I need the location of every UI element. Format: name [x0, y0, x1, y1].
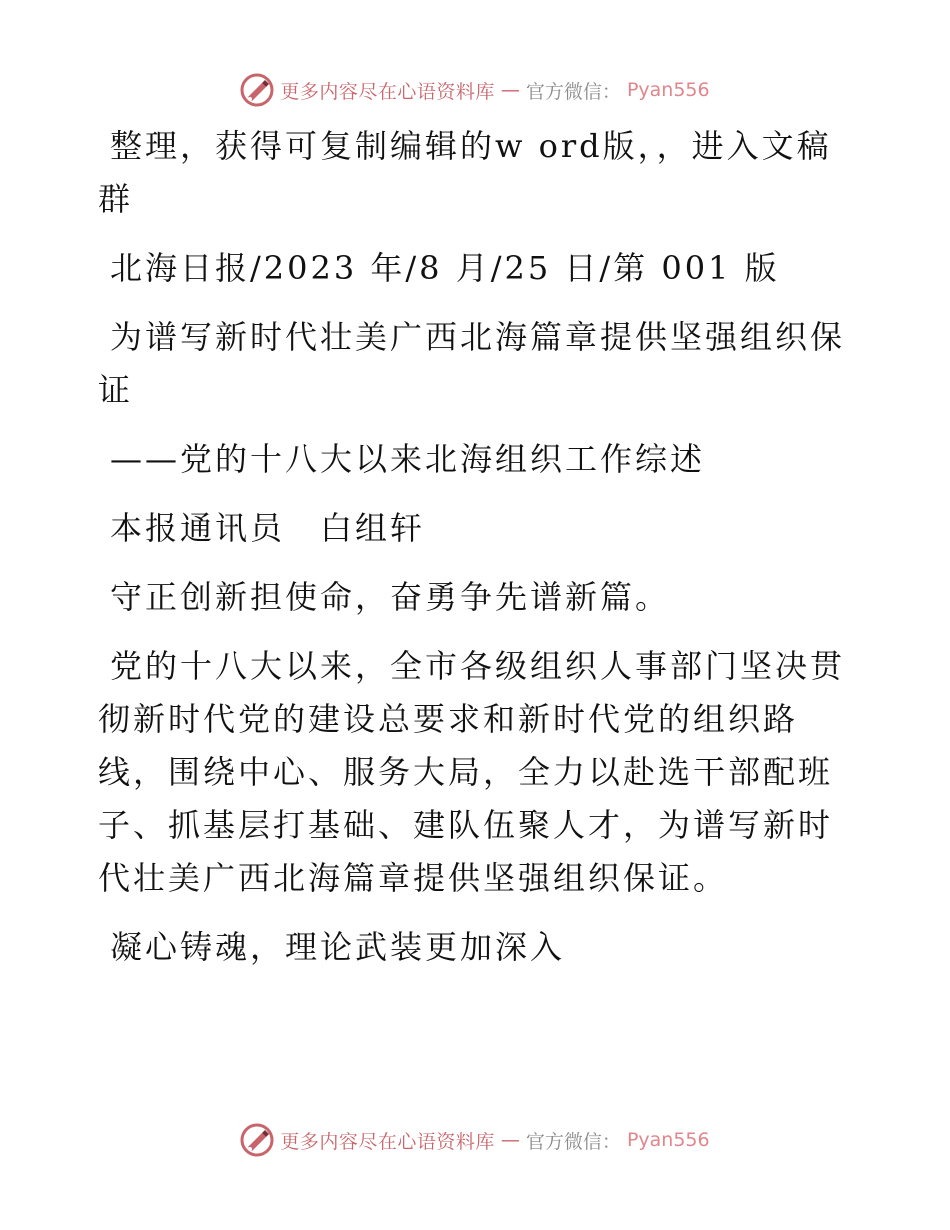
article-byline: 本报通讯员 白组轩 — [110, 509, 426, 547]
footer-watermark-banner — [0, 1120, 950, 1160]
banner-dash: — — [500, 79, 520, 101]
banner-slogan: 更多内容尽在心语资料库 — [280, 80, 495, 103]
banner-wechat-id: Pyan556 — [626, 79, 710, 101]
pen-seal-icon — [240, 73, 274, 107]
pen-seal-icon — [240, 1123, 274, 1157]
document-body — [98, 120, 858, 990]
banner-slogan: 更多内容尽在心语资料库 — [280, 1130, 495, 1153]
section-heading: 凝心铸魂，理论武装更加深入 — [110, 928, 566, 966]
banner-wechat-id: Pyan556 — [626, 1129, 710, 1151]
paragraph-body: 党的十八大以来，全市各级组织人事部门坚决贯彻新时代党的建设总要求和新时代党的组织路线，围绕中心、服务大局，全力以赴选干部配班子、抓基层打基础、建队伍聚人才，为谱写新时代壮美广西北海篇章提供坚强组织保证。 — [98, 647, 846, 897]
paragraph-lead: 守正创新担使命，奋勇争先谱新篇。 — [110, 578, 671, 616]
banner-dash: — — [500, 1129, 520, 1151]
paragraph-source-line: 北海日报/2023 年/8 月/25 日/第 001 版 — [110, 249, 780, 287]
banner-official-label: 官方微信： — [525, 1130, 621, 1153]
header-watermark-banner — [0, 70, 950, 110]
banner-official-label: 官方微信： — [525, 80, 621, 103]
paragraph-intro-note: 整理，获得可复制编辑的w ord版，，进入文稿群 — [98, 127, 832, 218]
article-title: 为谱写新时代壮美广西北海篇章提供坚强组织保证 — [98, 318, 846, 409]
article-subtitle: ——党的十八大以来北海组织工作综述 — [110, 440, 706, 478]
